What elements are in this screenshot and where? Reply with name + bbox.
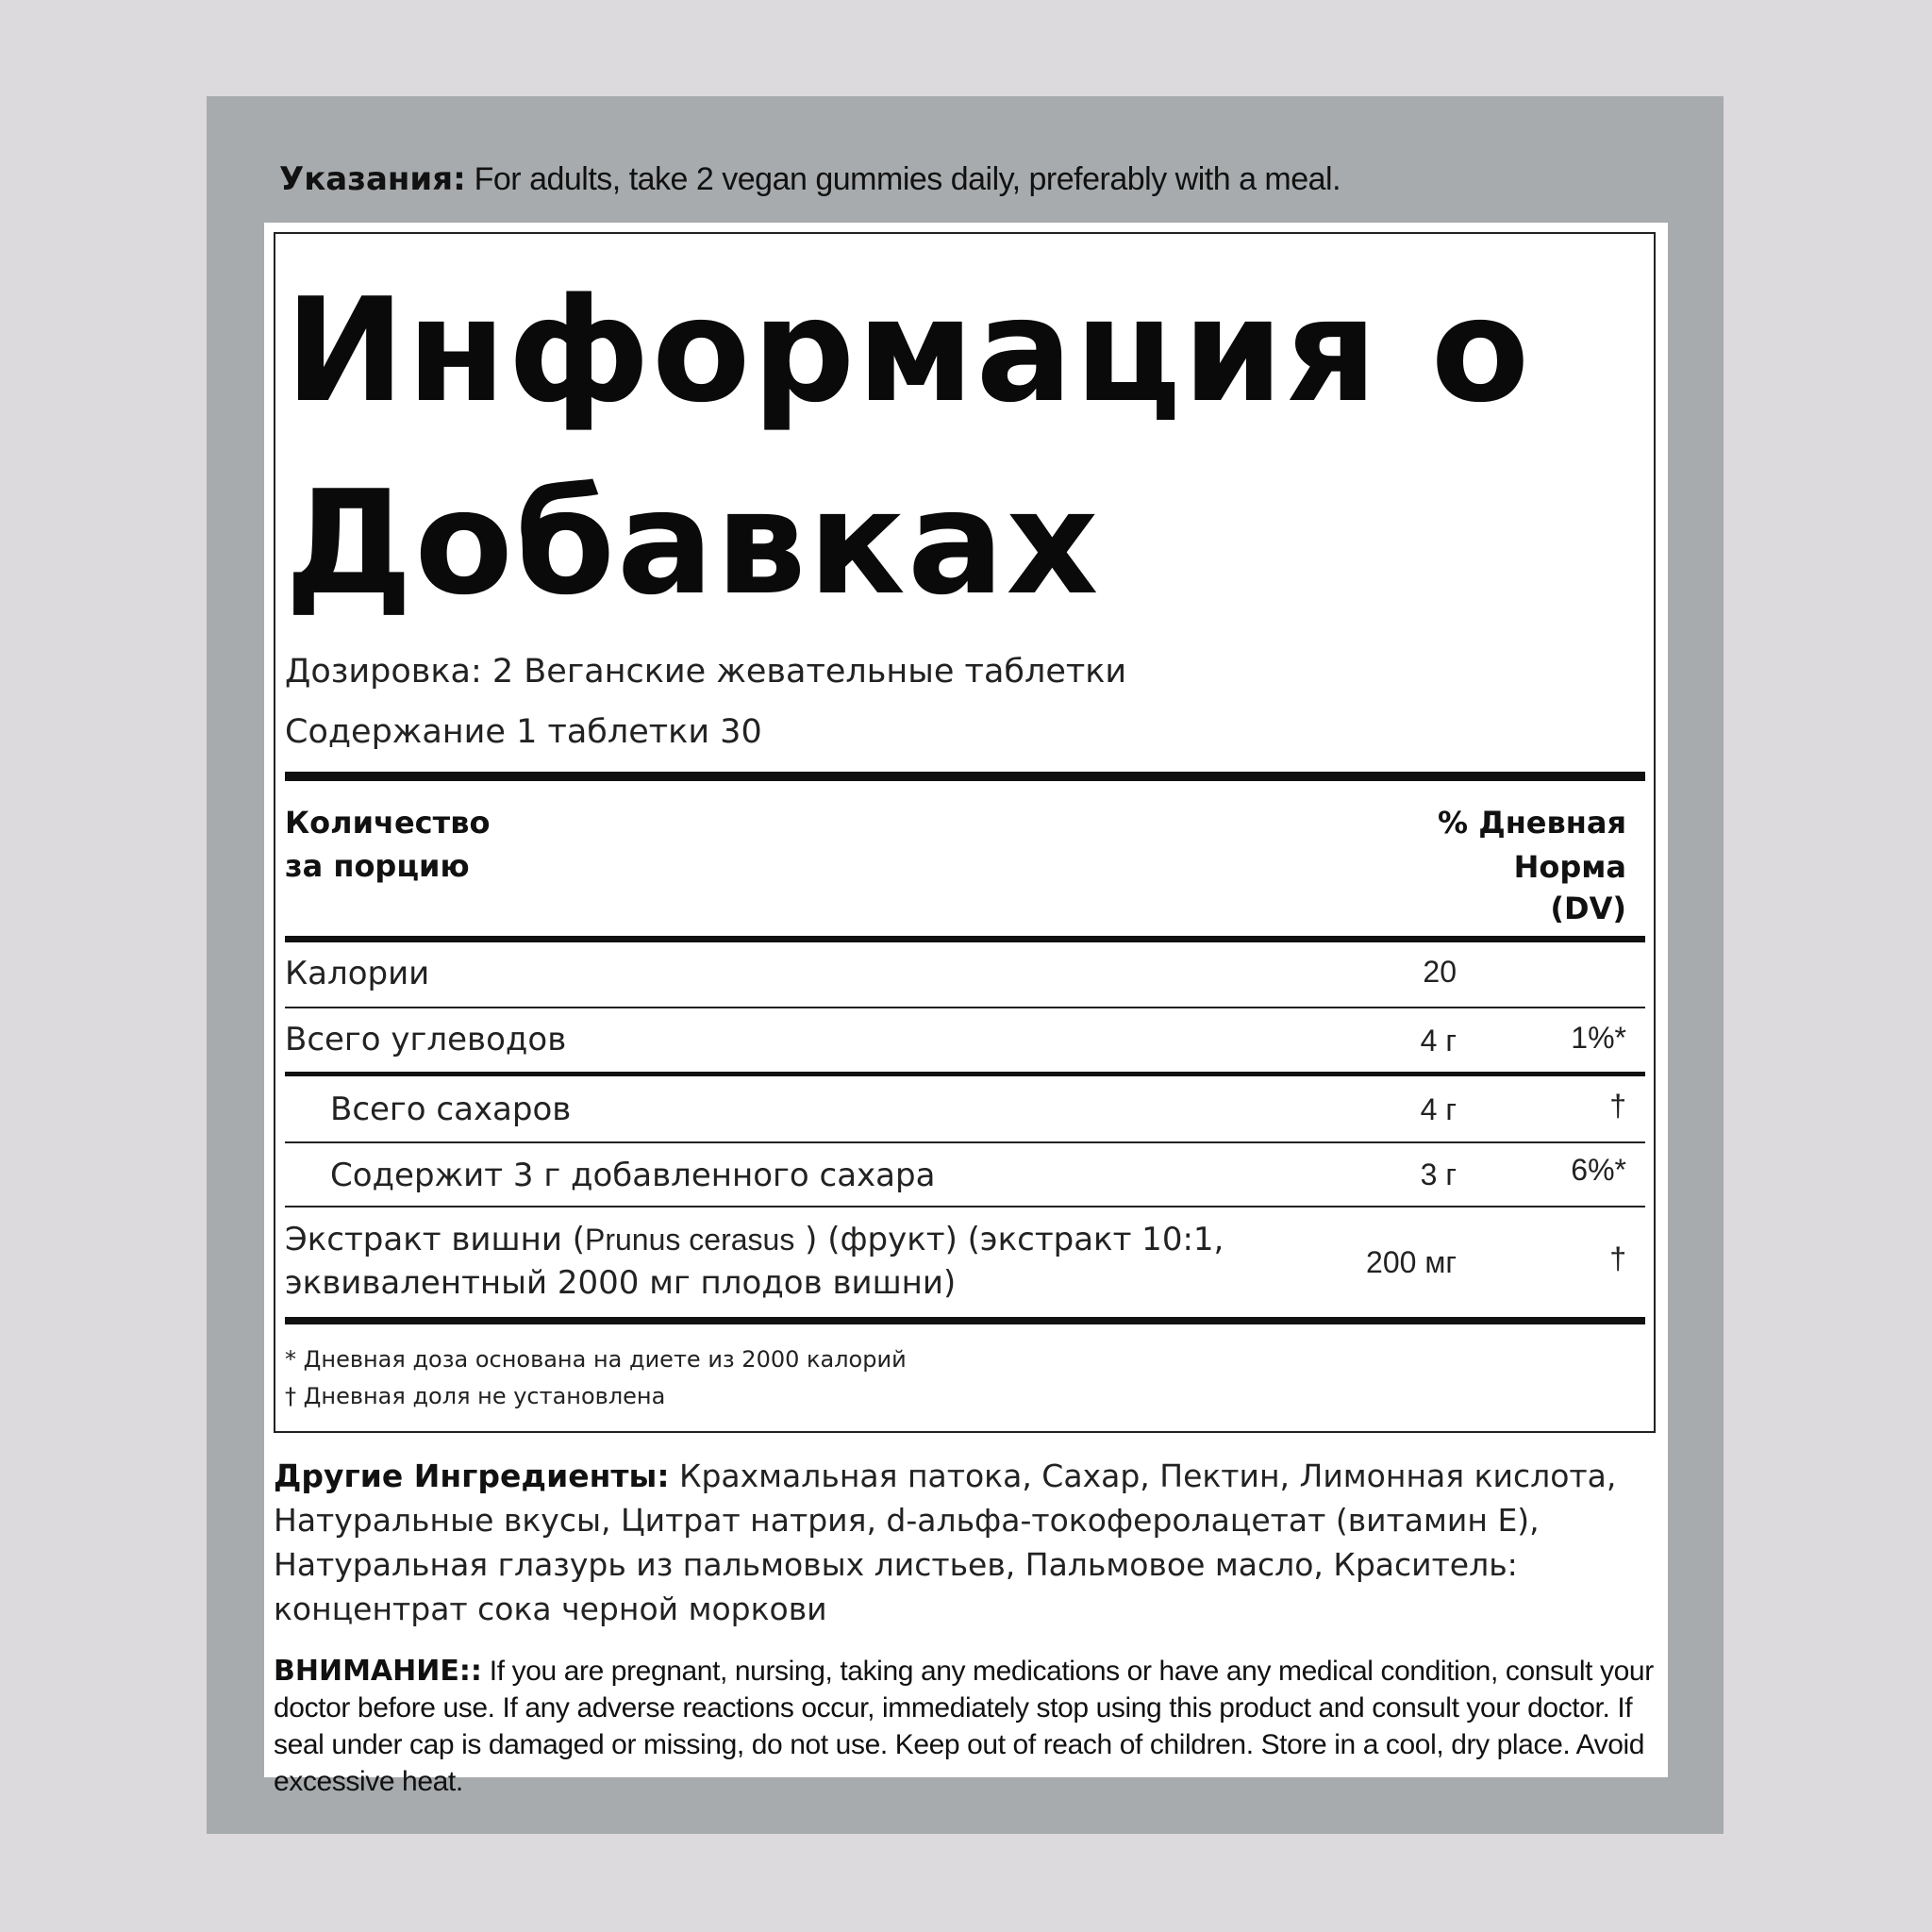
nutrient-name-line1 [285,1221,1224,1258]
row-divider [285,1206,1645,1208]
latin-name: Prunus cerasus [585,1223,795,1257]
nutrient-amount: 4 г [1420,1024,1457,1058]
directions-label: Указания: [279,160,466,198]
nutrient-dv: † [1609,1241,1626,1275]
directions [279,158,1341,200]
nutrient-name: Всего сахаров [330,1091,572,1128]
row-divider [285,1141,1645,1143]
thick-rule-bottom [285,1317,1645,1324]
row-divider-thick [285,1072,1645,1076]
servings-per-container: Содержание 1 таблетки 30 [285,713,762,751]
thick-rule-header [285,936,1645,942]
dv-header-line1: % Дневная [1437,805,1626,841]
nutrient-name: Содержит 3 г добавленного сахара [330,1157,936,1194]
nutrient-dv: † [1609,1089,1626,1123]
nutrient-amount: 20 [1423,955,1457,989]
nutrient-dv: 1%* [1571,1021,1626,1055]
nutrient-dv: 6%* [1571,1153,1626,1187]
nutrient-amount: 200 мг [1366,1245,1457,1279]
footnote-not-established: † Дневная доля не установлена [285,1383,666,1409]
nutrient-amount: 3 г [1420,1158,1457,1191]
warning-label: ВНИМАНИЕ:: [274,1655,482,1688]
warning [274,1653,1660,1800]
nutrient-name: Калории [285,955,430,992]
dv-header-line2: Норма [1513,849,1626,885]
other-ingredients-text: Крахмальная патока, Сахар, Пектин, Лимонная кислота, Натуральные вкусы, Цитрат натрия, d-альфа-токоферолацетат (витамин E), Натуральная глазурь из пальмовых листьев, Пальмовое масло, Краситель: концентрат сока черной моркови [274,1457,1617,1627]
row-divider [285,1007,1645,1008]
serving-size: Дозировка: 2 Веганские жевательные таблетки [285,653,1127,691]
footnote-daily-value: * Дневная доза основана на диете из 2000 калорий [285,1346,907,1373]
nutrient-name-line2: эквивалентный 2000 мг плодов вишни) [285,1264,957,1302]
nutrient-amount: 4 г [1420,1092,1457,1126]
directions-text: For adults, take 2 vegan gummies daily, preferably with a meal. [465,161,1341,197]
other-ingredients [274,1454,1632,1631]
name-prefix: Экстракт вишни ( [285,1221,585,1258]
dv-header-line3: (DV) [1550,891,1626,926]
facts-title: Информация о Добавках [285,267,1532,626]
other-ingredients-label: Другие Ингредиенты: [274,1457,670,1494]
amount-per-serving-header: Количество за порцию [285,805,491,884]
warning-text: If you are pregnant, nursing, taking any medications or have any medical condition, consult your doctor before use. If any adverse reactions occur, immediately stop using this product and consult your doctor. If seal under cap is damaged or missing, do not use. Keep out of reach of children. Store in a cool, dry place. Avoid excessive heat. [274,1656,1654,1797]
nutrient-name: Всего углеводов [285,1021,567,1058]
name-suffix: ) (фрукт) (экстракт 10:1, [794,1221,1224,1258]
thick-rule-top [285,772,1645,781]
